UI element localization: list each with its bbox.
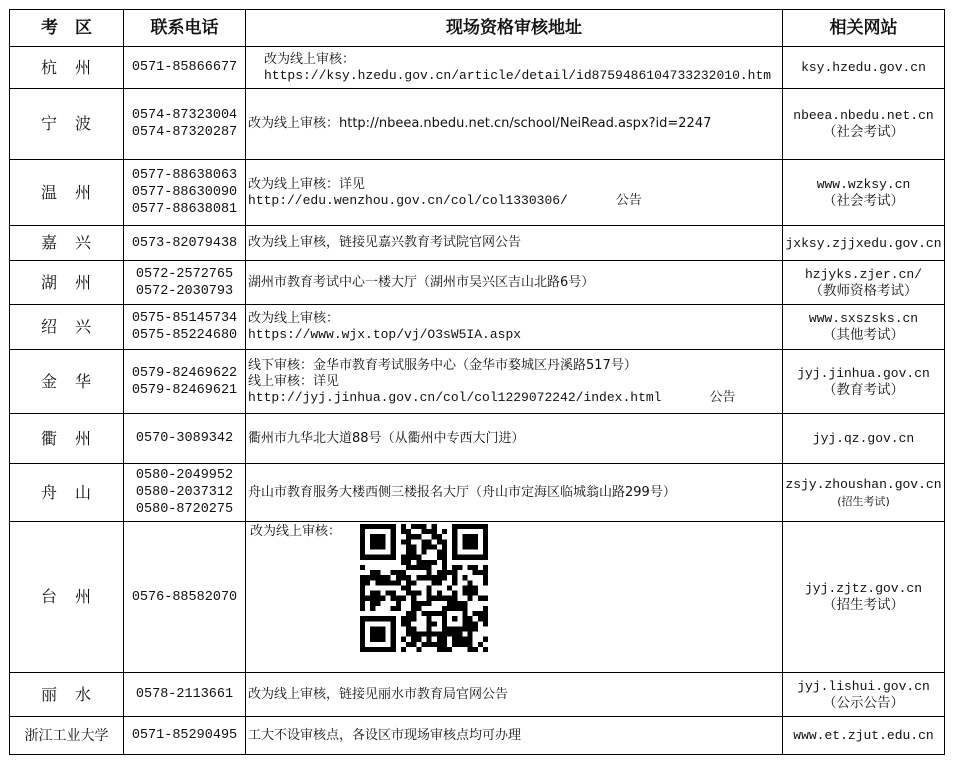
table-row: [10, 673, 945, 717]
phone-cell: [124, 522, 246, 673]
table-row: [10, 261, 945, 305]
phone-cell: [124, 464, 246, 522]
phone-number: 0574-87320287: [131, 125, 238, 140]
table-header-row: [10, 10, 945, 47]
website-link[interactable]: www.et.zjut.edu.cn: [793, 728, 934, 743]
website-cell: [783, 350, 945, 414]
address-cell: [246, 226, 783, 261]
website-cell: [783, 305, 945, 350]
table-row: [10, 350, 945, 414]
website-link[interactable]: hzjyks.zjer.cn/: [804, 266, 923, 282]
website-link[interactable]: ksy.hzedu.gov.cn: [801, 60, 926, 75]
address-link[interactable]: https://ksy.hzedu.gov.cn/article/detail/id8759486104733232010.htm: [264, 67, 772, 83]
region-cell: 温 州: [10, 160, 124, 226]
phone-number: 0572-2572765: [135, 266, 234, 282]
address-line: 湖州市教育考试中心一楼大厅（湖州市吴兴区吉山北路6号）: [248, 274, 595, 290]
address-line: 舟山市教育服务大楼西侧三楼报名大厅（舟山市定海区临城翁山路299号）: [248, 484, 676, 500]
website-note: （社会考试）: [823, 192, 904, 209]
address-cell: [246, 673, 783, 717]
website-cell: [783, 261, 945, 305]
region-cell: 浙江工业大学: [10, 717, 124, 755]
address-line: 改为线上审核，链接见丽水市教育局官网公告: [248, 686, 509, 702]
region-cell: 台 州: [10, 522, 124, 673]
phone-cell: [124, 47, 246, 89]
address-cell: [246, 261, 783, 305]
address-line: 改为线上审核，链接见嘉兴教育考试院官网公告: [248, 235, 522, 250]
phone-cell: [124, 89, 246, 160]
phone-number: 0575-85224680: [131, 328, 238, 343]
website-note: （招生考试）: [823, 597, 904, 613]
exam-site-table: [9, 9, 945, 755]
region-cell: 丽 水: [10, 673, 124, 717]
website-note: （社会考试）: [823, 124, 904, 140]
phone-number: 0579-82469621: [131, 382, 238, 398]
website-link[interactable]: jyj.lishui.gov.cn: [797, 678, 930, 694]
phone-number: 0575-85145734: [131, 311, 238, 326]
phone-number: 0577-88638081: [131, 202, 238, 217]
address-line: 改为线上审核：: [248, 311, 340, 326]
phone-number: 0571-85866677: [131, 60, 238, 75]
website-link[interactable]: nbeea.nbedu.net.cn: [793, 108, 934, 123]
phone-cell: [124, 261, 246, 305]
table-row: [10, 160, 945, 226]
address-link[interactable]: http://jyj.jinhua.gov.cn/col/col1229072242/index.html: [248, 389, 662, 405]
phone-number: 0571-85290495: [131, 728, 238, 743]
address-line: 改为线上审核：: [250, 524, 342, 539]
table-row: [10, 47, 945, 89]
address-cell: [246, 47, 783, 89]
website-cell: [783, 160, 945, 226]
website-cell: [783, 717, 945, 755]
phone-number: 0576-88582070: [131, 589, 238, 605]
region-cell: 金 华: [10, 350, 124, 414]
website-cell: [783, 226, 945, 261]
address-suffix: 公告: [709, 389, 736, 405]
phone-number: 0580-2049952: [135, 468, 234, 483]
phone-number: 0578-2113661: [135, 687, 234, 702]
address-line: 衢州市九华北大道88号（从衢州中专西大门进）: [248, 430, 525, 446]
phone-cell: [124, 226, 246, 261]
phone-cell: [124, 350, 246, 414]
phone-cell: [124, 305, 246, 350]
address-line: 改为线上审核：详见: [248, 176, 366, 192]
region-cell: 绍 兴: [10, 305, 124, 350]
website-cell: [783, 89, 945, 160]
address-line: 改为线上审核：http://nbeea.nbedu.net.cn/school/NeiRead.aspx?id=2247: [248, 116, 712, 131]
header-region: 考 区: [10, 10, 124, 47]
website-cell: [783, 414, 945, 464]
address-cell: [246, 464, 783, 522]
address-cell: [246, 89, 783, 160]
table-row: [10, 522, 945, 673]
address-line: 改为线上审核：: [264, 51, 356, 67]
region-cell: 湖 州: [10, 261, 124, 305]
header-website: 相关网站: [783, 10, 945, 47]
phone-cell: [124, 414, 246, 464]
phone-cell: [124, 717, 246, 755]
address-line: 线上审核：详见: [248, 373, 340, 389]
address-cell: [246, 717, 783, 755]
website-note: （教师资格考试）: [809, 282, 918, 299]
table-row: [10, 464, 945, 522]
address-link[interactable]: http://edu.wenzhou.gov.cn/col/col1330306/: [248, 192, 568, 208]
website-cell: [783, 464, 945, 522]
header-phone: 联系电话: [124, 10, 246, 47]
phone-number: 0580-8720275: [135, 502, 234, 517]
website-link[interactable]: www.sxszsks.cn: [808, 311, 919, 326]
website-link[interactable]: jyj.qz.gov.cn: [812, 431, 915, 446]
table-row: [10, 89, 945, 160]
address-suffix: 公告: [615, 192, 642, 208]
phone-number: 0570-3089342: [135, 431, 234, 446]
region-cell: 舟 山: [10, 464, 124, 522]
address-cell: [246, 414, 783, 464]
phone-number: 0574-87323004: [131, 108, 238, 123]
website-link[interactable]: jyj.jinhua.gov.cn: [797, 365, 930, 381]
website-cell: [783, 47, 945, 89]
address-line: 线下审核：金华市教育考试服务中心（金华市婺城区丹溪路517号）: [248, 357, 637, 373]
region-cell: 杭 州: [10, 47, 124, 89]
phone-cell: [124, 673, 246, 717]
table-row: [10, 305, 945, 350]
address-cell: [246, 350, 783, 414]
website-link[interactable]: www.wzksy.cn: [816, 176, 911, 192]
region-cell: 宁 波: [10, 89, 124, 160]
website-note: (招生考试): [837, 494, 890, 508]
address-cell: [246, 522, 783, 673]
address-line: 工大不设审核点，各设区市现场审核点均可办理: [248, 727, 522, 743]
region-cell: 衢 州: [10, 414, 124, 464]
website-cell: [783, 522, 945, 673]
address-cell: [246, 160, 783, 226]
phone-number: 0580-2037312: [135, 485, 234, 500]
website-note: （教育考试）: [823, 381, 904, 398]
phone-number: 0573-82079438: [131, 235, 238, 251]
phone-number: 0579-82469622: [131, 365, 238, 381]
website-link[interactable]: jxksy.zjjxedu.gov.cn: [785, 235, 942, 251]
phone-number: 0577-88638063: [131, 168, 238, 183]
website-link[interactable]: zsjy.zhoushan.gov.cn: [785, 476, 942, 492]
phone-cell: [124, 160, 246, 226]
phone-number: 0572-2030793: [135, 283, 234, 299]
website-note: （其他考试）: [823, 327, 904, 343]
website-link[interactable]: jyj.zjtz.gov.cn: [804, 581, 923, 596]
table-row: [10, 414, 945, 464]
header-address: 现场资格审核地址: [246, 10, 783, 47]
website-note: （公示公告）: [823, 694, 904, 711]
address-link[interactable]: https://www.wjx.top/vj/O3sW5IA.aspx: [248, 327, 522, 342]
table-row: [10, 717, 945, 755]
website-cell: [783, 673, 945, 717]
phone-number: 0577-88630090: [131, 185, 238, 200]
address-cell: [246, 305, 783, 350]
region-cell: 嘉 兴: [10, 226, 124, 261]
table-row: [10, 226, 945, 261]
qr-code-icon[interactable]: [360, 524, 488, 652]
